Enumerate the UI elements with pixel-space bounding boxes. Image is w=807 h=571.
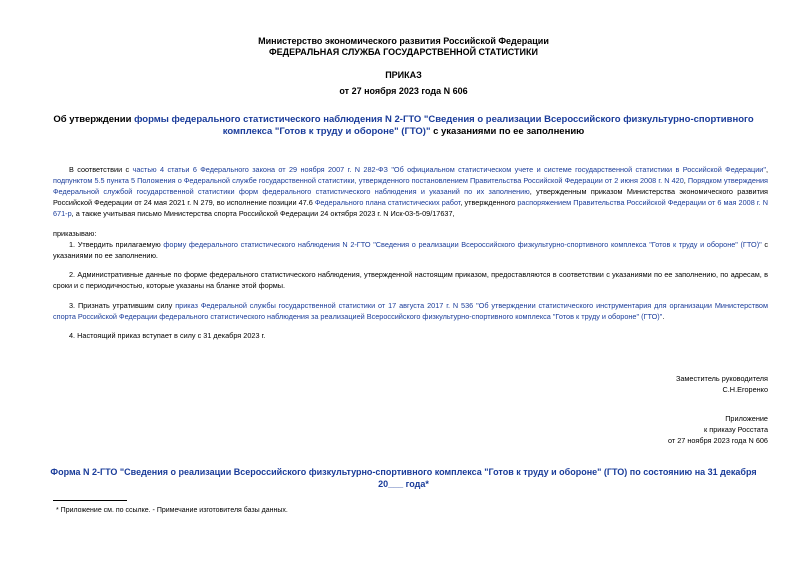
appendix-line-3: от 27 ноября 2023 года N 606 xyxy=(667,436,768,445)
link-form-2gto[interactable]: форму федерального статистического наблюдения N 2-ГТО "Сведения о реализации Всероссийского физкультурно-спортивного комплекса "Готов к труду и обороне" (ГТО)" xyxy=(163,240,762,249)
signature-name: С.Н.Егоренко xyxy=(722,385,768,394)
preamble-text-4: , утвержденным приказом Министерства экономического развития Российской Федерации от 24 мая 2021 г. N 279, во исполнение позиции 47.6 xyxy=(53,187,768,207)
title-link[interactable]: формы федерального статистического наблюдения N 2-ГТО "Сведения о реализации Всероссийского физкультурно-спортивного комплекса "Готов к труду и обороне" (ГТО)" xyxy=(134,114,754,137)
link-federal-law[interactable]: частью 4 статьи 6 Федерального закона от 29 ноября 2007 г. N 282-ФЗ "Об официальном статистическом учете и системе государственной статистики в Российской Федерации" xyxy=(132,165,766,174)
link-federal-plan[interactable]: Федерального плана статистических работ xyxy=(314,198,461,207)
appendix-line-2: к приказу Росстата xyxy=(704,425,768,434)
title-prefix: Об утверждении xyxy=(53,114,135,125)
item-4: 4. Настоящий приказ вступает в силу с 31 декабря 2023 г. xyxy=(69,331,266,340)
link-revoked-order[interactable]: приказ Федеральной службы государственной статистики от 17 августа 2017 г. N 536 "Об утверждении статистического инструментария для организации Министерством спорта Российской Федерации федерального статистического наблюдения за реализацией Всероссийского физкультурно-спортивного комплекса "Готов к труду и обороне" (ГТО)" xyxy=(53,301,768,321)
doc-type: ПРИКАЗ xyxy=(385,70,422,80)
item-3 xyxy=(53,300,768,322)
item-3-text-end: . xyxy=(662,312,665,321)
signature-position: Заместитель руководителя xyxy=(675,374,768,383)
appendix-line-1: Приложение xyxy=(725,414,768,423)
item-2: 2. Административные данные по форме федерального статистического наблюдения, утвержденной настоящим приказом, предоставляются в соответствии с указаниями по ее заполнению, по адресам, в сроки и с периодичностью, которые указаны на бланке этой формы. xyxy=(53,270,768,290)
link-procedure[interactable]: Порядком утверждения Федеральной службой государственной статистики форм федерального статистического наблюдения и указаний по их заполнению xyxy=(53,176,768,196)
footnote: * Приложение см. по ссылке. - Примечание изготовителя базы данных. xyxy=(56,507,288,514)
ministry-name: Министерство экономического развития Российской Федерации xyxy=(258,36,549,46)
preamble-text-3: , xyxy=(683,176,688,185)
order-word: приказываю: xyxy=(53,229,97,238)
preamble-text-6: , а также учитывая письмо Министерства спорта Российской Федерации 24 октября 2023 г. N Иск-03-5-09/17637, xyxy=(71,209,455,218)
service-name: ФЕДЕРАЛЬНАЯ СЛУЖБА ГОСУДАРСТВЕННОЙ СТАТИСТИКИ xyxy=(269,47,538,57)
link-government-order[interactable]: распоряжением Правительства Российской Федерации от 6 мая 2008 г. N 671-р xyxy=(53,198,768,218)
title-suffix: с указаниями по ее заполнению xyxy=(430,126,585,137)
preamble-text-5: , утвержденного xyxy=(460,198,518,207)
document-title xyxy=(45,114,762,138)
footnote-divider xyxy=(53,500,127,501)
item-1-text-end: с указаниями по ее заполнению. xyxy=(53,240,768,260)
item-3-text: 3. Признать утратившим силу xyxy=(69,301,176,310)
item-1 xyxy=(53,239,768,261)
preamble-text-1: В соответствии с xyxy=(69,165,133,174)
preamble-text-2: , xyxy=(765,165,768,174)
item-1-text: 1. Утвердить прилагаемую xyxy=(69,240,164,249)
form-title-link[interactable]: Форма N 2-ГТО "Сведения о реализации Всероссийского физкультурно-спортивного комплекса "Готов к труду и обороне" (ГТО) по состоянию на 31 декабря 20___ года* xyxy=(50,467,757,489)
link-regulation[interactable]: подпунктом 5.5 пункта 5 Положения о Федеральной службе государственной статистики, утвержденного постановлением Правительства Российской Федерации от 2 июня 2008 г. N 420 xyxy=(53,176,684,185)
preamble-paragraph xyxy=(53,164,768,219)
doc-date: от 27 ноября 2023 года N 606 xyxy=(339,86,468,96)
